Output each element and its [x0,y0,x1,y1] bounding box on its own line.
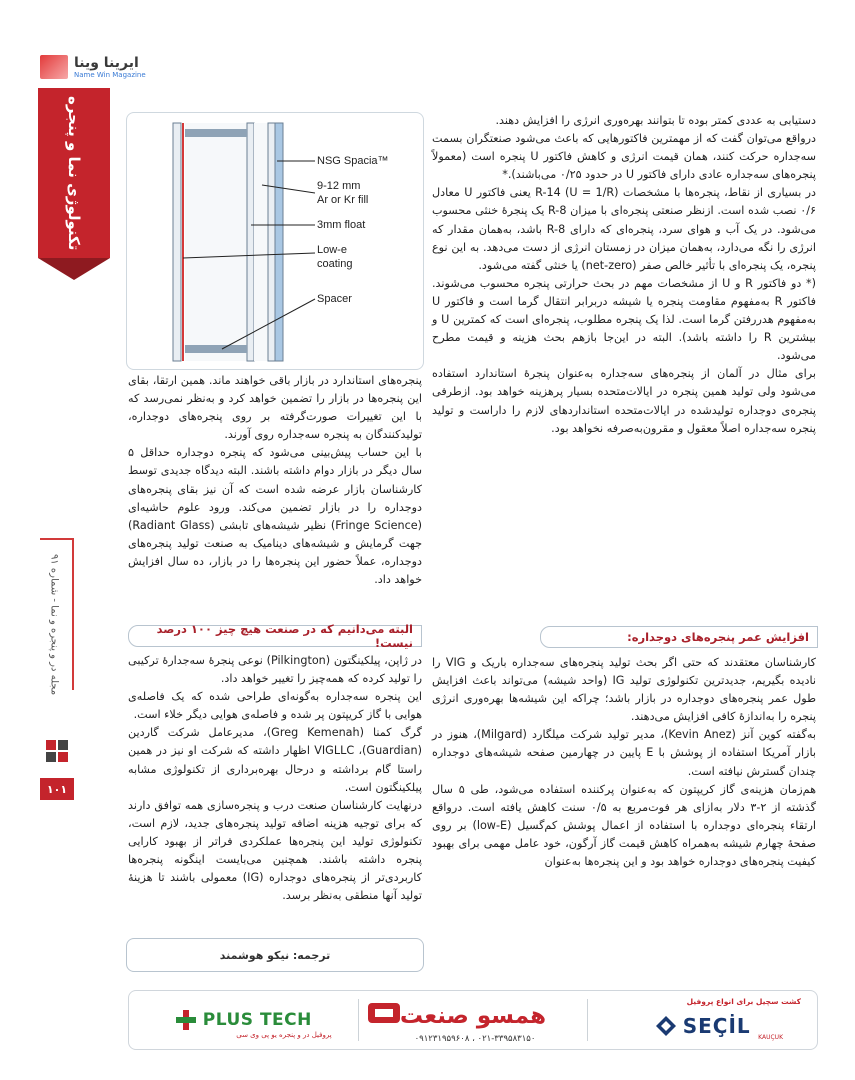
glazing-diagram-svg [127,113,423,369]
gas-fill-left [185,123,247,361]
ad-secil[interactable] [588,991,817,1049]
advertisement-bar [128,990,818,1050]
paragraph: پنجره‌های استاندارد در بازار باقی خواهند ماند. همین ارتقا، بقای این پنجره‌ها در بازار را تضمین خواهد کرد و به‌نظر نمی‌رسد که با این تغییرات صورت‌گرفته بر روی پنجره‌های دوجداره، تولیدکنندگان به پنجره سه‌جداره روی آورند. [128,374,422,442]
secil-tagline: کشت سچیل برای انواع پروفیل [686,997,802,1006]
ad-plus-tech[interactable] [129,991,358,1049]
paragraph: با این حساب پیش‌بینی می‌شود که پنجره دوجداره حداقل ۵ سال دیگر در بازار دوام داشته باشند. البته دیدگاه جدیدی توسط کارشناسان بازار عرضه شده است که آن نیز بقای پنجره‌های دوجداره را در بازار تضمین می‌کند. ورود علوم حاشیه‌ای (Fringe Science) نظیر شیشه‌های تابشی (Radiant Glass) جهت گرمایش و شیشه‌های دینامیک به صنعت تولید پنجره‌های دوجداره، عملاً حضور این پنجره‌ها را در بازار، ده سال افزایش خواهد داد. [128,446,422,587]
article-left-column-2 [128,652,422,905]
label-gas-fill: Ar or Kr fill [317,194,369,206]
ad-hamsou-sanat[interactable] [359,991,588,1049]
side-rule [72,540,74,690]
logo-mark-icon [40,55,68,79]
logo-title: ایرینا وینا [74,55,139,71]
spacer-bottom [185,345,247,353]
spacer-top [185,129,247,137]
translator-credit [126,938,424,972]
section-heading-nothing-certain [128,622,422,650]
plus-tech-logo-icon [175,1009,197,1031]
glass-pane-inner [268,123,275,361]
paragraph: درنهایت کارشناسان صنعت درب و پنجره‌سازی همه توافق دارند که برای توجیه هزینه اضافه تولید پنجره‌های جدید، لازم است، تکنولوژی تولید این پنجره‌ها عملکردی فراتر از بهبود کارایی پنجره داشته باشند. همچنین می‌بایست اینگونه پنجره‌ها کاربردی‌تر از پنجره‌های دوجداره (IG) معمولی باشند تا هزینۀ تولید آنها منطقی به‌نظر برسد. [128,798,422,903]
glass-pane-middle [247,123,254,361]
section-band-tip [38,258,110,280]
glazing-diagram [126,112,424,370]
logo-text [74,55,146,79]
paragraph: برای مثال در آلمان از پنجره‌های سه‌جداره به‌عنوان پنجرۀ استاندارد استفاده می‌شود ولی تولید همین پنجره در ایالات‌متحده بسیار پرهزینه خواهد بود. ازطرفی پنجره‌ی دوجداره تولیدشده در ایالات‌متحده استانداردهای لازم را داراست و تولید پنجره سه‌جداره اصلاً معقول و مقرون‌به‌صرفه نخواهد بود. [432,367,816,435]
side-rule-top [40,538,74,540]
section-title: تکنولوژی نما و پنجره [65,95,83,251]
label-nsg-spacia: NSG Spacia™ [317,155,389,167]
label-coating: coating [317,258,353,270]
secil-logo-icon [655,1015,677,1037]
paragraph: دستیابی به عددی کمتر بوده تا بتوانند بهره‌وری انرژی را افزایش دهند. [495,114,816,127]
page-number: ۱۰۱ [40,778,74,800]
magazine-logo [40,52,230,82]
paragraph: در ژاپن، پیلکینگتون (Pilkington) نوعی پنجرۀ سه‌جدارۀ ترکیبی را تولید کرده که همه‌چیز را تغییر خواهد داد. [128,654,422,686]
hamsou-phone: ۰۲۱-۳۳۹۵۸۳۱۵۰ ، ۰۹۱۲۳۱۹۵۹۶۰۸ [414,1034,536,1044]
label-spacer: Spacer [317,293,352,305]
paragraph: گرگ کمنا (Greg Kemenah)، مدیرعامل شرکت گاردین (Guardian)، VIGLLC اظهار داشته که شرکت او نیز در همین راستا گام برداشته و درحال بهره‌برداری از تکنولوژی مشابه پیلکینگتون است. [128,726,422,794]
paragraph: هم‌زمان هزینه‌ی گاز کریپتون که به‌عنوان پرکننده استفاده می‌شود، طی ۵ سال گذشته از ۲-۳ دلار به‌ازای هر فوت‌مربع به ۰/۵ سنت کاهش یافته است. درواقع ارتقاء پنجره‌ای دوجداره با استفاده از اعمال پوشش کم‌گسیل (low-E) بر روی صفحۀ چهارم شیشه به‌همراه کاهش قیمت گاز آرگون، خود عامل مهمی برای بهبود کیفیت پنجره‌های دوجداره خواهد بود و این پنجره‌ها به‌عنوان [432,782,816,869]
section-heading-text: افزایش عمر پنجره‌های دوجداره: [627,630,809,644]
article-right-column-2 [432,654,816,871]
translator-name: ترجمه: نیکو هوشمند [219,948,331,962]
magazine-issue-box [38,545,70,705]
label-gap-size: 9-12 mm [317,180,361,192]
glass-pane-right [275,123,283,361]
hamsou-logo-icon [367,1001,401,1025]
window-brand-icon [44,738,70,764]
secil-sub: KAUÇUK [758,1034,784,1041]
hamsou-name: همسو صنعت [399,1003,547,1029]
paragraph: به‌گفته کوین آنز (Kevin Anez)، مدیر تولید شرکت میلگارد (Milgard)، هنوز در بازار آمریکا استفاده از پوشش با E پایین در چهارمین صفحه شیشه‌های دوجداره چندان گسترش نیافته است. [432,728,816,778]
magazine-issue: مجله در و پنجره و نما - شماره ۹۱ [48,554,60,696]
paragraph: این پنجره سه‌جداره به‌گونه‌ای طراحی شده که یک فاصله‌ی هوایی با گاز کریپتون پر شده و فاصله‌ی هوایی دیگر خلاء است. [128,690,422,722]
paragraph: (* دو فاکتور R و U از مشخصات مهم در بحث حرارتی پنجره محسوب می‌شوند. فاکتور R به‌مفهوم مقاومت پنجره یا شیشه دربرابر انتقال گرما است و فاکتور U به‌مفهوم هدررفتن گرما است. لذا یک پنجره مطلوب، پنجره‌ای است که کمترین U و بیشترین R را داشته باشد). البته در این‌جا بازهم بحث هزینه و قیمت مطرح می‌شود. [432,276,817,363]
label-low-e: Low-e [317,244,347,256]
section-title-box [38,88,110,258]
label-float-glass: 3mm float [317,219,366,231]
plus-tech-tagline: پروفیل در و پنجره یو پی وی سی [236,1031,332,1039]
article-left-column [128,372,422,589]
plus-tech-name: PLUS TECH [202,1010,312,1030]
paragraph: درواقع می‌توان گفت که از مهمترین فاکتورهایی که باعث می‌شود صنعتگران بسمت سه‌جداره حرکت کنند، همان قیمت انرژی و کاهش فاکتور U پنجره است (معمولاً پنجره‌های سه‌جداره عادی دارای فاکتور U در حدود ۰/۲۵ می‌باشند).* [432,132,816,182]
section-heading-ig-lifetime [540,626,818,648]
paragraph: در بسیاری از نقاط، پنجره‌ها با مشخصات (U = 1/R) R-14 یعنی فاکتور U معادل ۰/۶ نصب شده است. ازنظر صنعتی پنجره‌ای با میزان R-8 یک پنجرۀ خنثی محسوب می‌شود. در یک آب و هوای سرد، پنجره‌ای که دارای R-8 باشد، به‌همان مقدار که انرژی را نگه می‌دارد، به‌همان میزان در زمستان انرژی از دست می‌دهد. به این نوع پنجره، یک پنجره‌ای با تأثیر خالص صفر (net-zero) یا خنثی گفته می‌شود. [432,186,817,272]
section-heading-text: البته می‌دانیم که در صنعت هیچ چیز ۱۰۰ درصد نیست! [156,622,413,650]
secil-name: SEÇİL [682,1014,751,1038]
paragraph: کارشناسان معتقدند که حتی اگر بحث تولید پنجره‌های سه‌جداره باریک و VIG را نادیده بگیریم، جدیدترین تکنولوژی تولید IG (واحد شیشه) می‌تواند باعث افزایش طول عمر پنجره‌های دوجداره در بازار باشد؛ چراکه این شیشه‌ها بهره‌وری انرژی پنجره را به‌اندازۀ کافی افزایش می‌دهند. [432,656,816,724]
logo-subtitle: Name Win Magazine [74,71,146,79]
glass-pane-outer [173,123,181,361]
article-right-column [432,112,816,438]
